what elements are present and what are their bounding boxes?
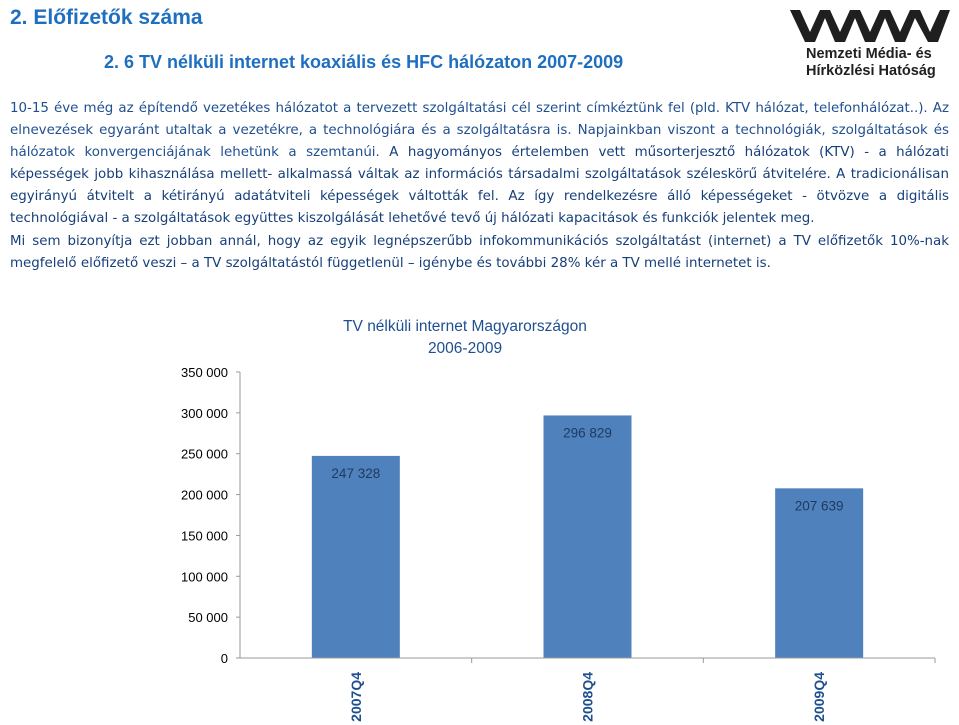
section-subtitle: 2. 6 TV nélküli internet koaxiális és HFC hálózaton 2007-2009 [104, 52, 624, 72]
bar-2009Q4 [775, 488, 863, 658]
y-tick-label: 350 000 [181, 365, 228, 380]
data-label-2009Q4: 207 639 [794, 498, 844, 514]
chart-title: TV nélküli internet Magyarországon [343, 318, 587, 335]
bar-2007Q4 [312, 456, 400, 658]
y-tick-label: 100 000 [181, 569, 228, 585]
x-axis [240, 658, 935, 722]
x-tick-label-2009Q4: 2009Q4 [811, 672, 828, 722]
data-label-2008Q4: 296 829 [563, 425, 612, 441]
y-tick-label: 250 000 [181, 446, 228, 462]
y-tick-label: 0 [220, 651, 228, 666]
bar-series [312, 415, 863, 658]
x-tick-label-2008Q4: 2008Q4 [579, 672, 596, 722]
logo-line-2: Hírközlési Hatóság [806, 63, 936, 79]
logo-line-1: Nemzeti Média- és [806, 46, 932, 62]
x-tick-label-2007Q4: 2007Q4 [347, 672, 364, 722]
y-tick-label: 150 000 [181, 528, 228, 544]
paragraph-convergence: 10-15 éve még az építendő vezetékes hálózatot a tervezett szolgáltatási cél szerint címkéztünk fel (pld. KTV hálózat, telefonhálózat..). Az elnevezések egyaránt utaltak a vezetékre, a technológiára és a szolgáltatásra is. Napjainkban viszont a technológiák, szolgáltatások és hálózatok konvergenciájának lehetünk a szemtanúi. [10, 101, 949, 161]
data-label-2007Q4: 247 328 [331, 465, 381, 481]
subscriber-bar-chart [0, 300, 959, 725]
y-axis [181, 365, 240, 666]
paragraph-ktv: A hagyományos értelemben vett műsorterjesztő hálózatok (KTV) - a hálózati képességek jobb kihasználása mellett- alkalmassá váltak az információs társadalmi szolgáltatások széleskörű átvitelére. A tradicionálisan egyirányú átvitelt a kétirányú adatátviteli képességek váltották fel. Az így rendelkezésre álló képességeket - ötvözve a digitális technológiával - a szolgáltatások együttes kiszolgálását lehetővé tevő új hálózati kapacitások és funkciók jelentek meg. [10, 145, 949, 227]
page-title: 2. Előfizetők száma [10, 6, 203, 29]
y-tick-label: 300 000 [181, 405, 228, 421]
y-tick-label: 50 000 [188, 610, 228, 626]
y-tick-label: 200 000 [181, 487, 228, 503]
bar-2008Q4 [544, 415, 632, 658]
chart-subtitle: 2006-2009 [427, 340, 503, 357]
body-paragraph [10, 98, 949, 275]
paragraph-internet: Mi sem bizonyítja ezt jobban annál, hogy az egyik legnépszerűbb infokommunikációs szolgáltatást (internet) a TV előfizetők 10%-nak megfelelő előfizető veszi – a TV szolgáltatástól függetlenül – igénybe és további 28% kér a TV mellé internetet is. [10, 233, 949, 271]
